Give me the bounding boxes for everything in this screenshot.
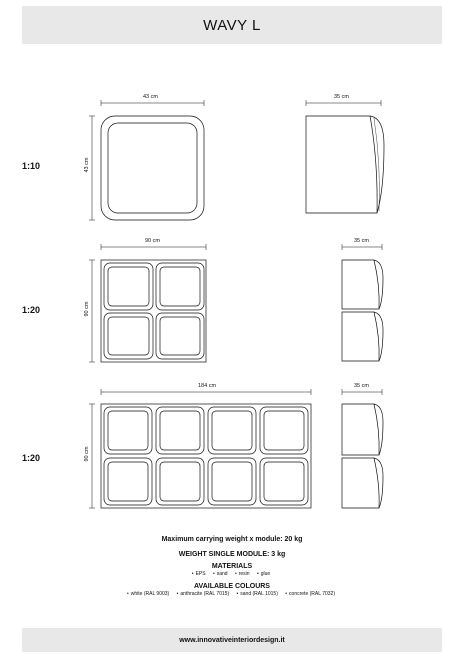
colour-item: • concrete (RAL 7032) — [285, 591, 335, 597]
colour-item: • white (RAL 9003) — [127, 591, 170, 597]
row1-side-module — [306, 116, 384, 213]
material-item: • sand — [212, 571, 228, 577]
row1-front-module — [101, 116, 204, 220]
row1-front-height: 43 cm — [84, 157, 90, 173]
specs-block — [60, 535, 404, 598]
colour-item: • sand (RAL 1015) — [236, 591, 278, 597]
row3-scale: 1:20 — [22, 453, 41, 463]
page-title: WAVY L — [203, 16, 261, 34]
material-item: • glue — [256, 571, 271, 577]
row1-dimensions — [89, 100, 381, 220]
row3-front-height: 90 cm — [84, 446, 90, 462]
website-url[interactable]: www.innovativeinteriordesign.it — [179, 636, 285, 644]
row1-front-width: 43 cm — [143, 94, 158, 100]
max-weight-text: Maximum carrying weight x module: 20 kg — [161, 536, 303, 543]
material-item: • EPS — [191, 571, 206, 577]
row2-dimensions — [89, 244, 382, 362]
material-item: • resin — [234, 571, 250, 577]
row3-side-modules — [342, 404, 383, 508]
row3-front-modules — [101, 404, 311, 508]
materials-list — [60, 571, 404, 578]
single-weight-text: WEIGHT SINGLE MODULE: 3 kg — [178, 551, 286, 558]
row2-scale: 1:20 — [22, 305, 41, 315]
row2-side-width: 35 cm — [354, 238, 369, 244]
row1-side-width: 35 cm — [334, 94, 349, 100]
row2-front-modules — [101, 260, 206, 362]
row2-front-width: 90 cm — [145, 238, 160, 244]
row2-front-height: 90 cm — [84, 301, 90, 317]
footer-bar — [22, 628, 442, 652]
row2-side-modules — [342, 260, 383, 361]
colours-list — [60, 591, 404, 598]
row3-side-width: 35 cm — [354, 383, 369, 389]
colours-title: AVAILABLE COLOURS — [194, 583, 270, 590]
row3-front-width: 184 cm — [198, 383, 217, 389]
materials-title: MATERIALS — [211, 563, 253, 570]
colour-item: • anthracite (RAL 7015) — [176, 591, 230, 597]
row1-scale: 1:10 — [22, 161, 41, 171]
